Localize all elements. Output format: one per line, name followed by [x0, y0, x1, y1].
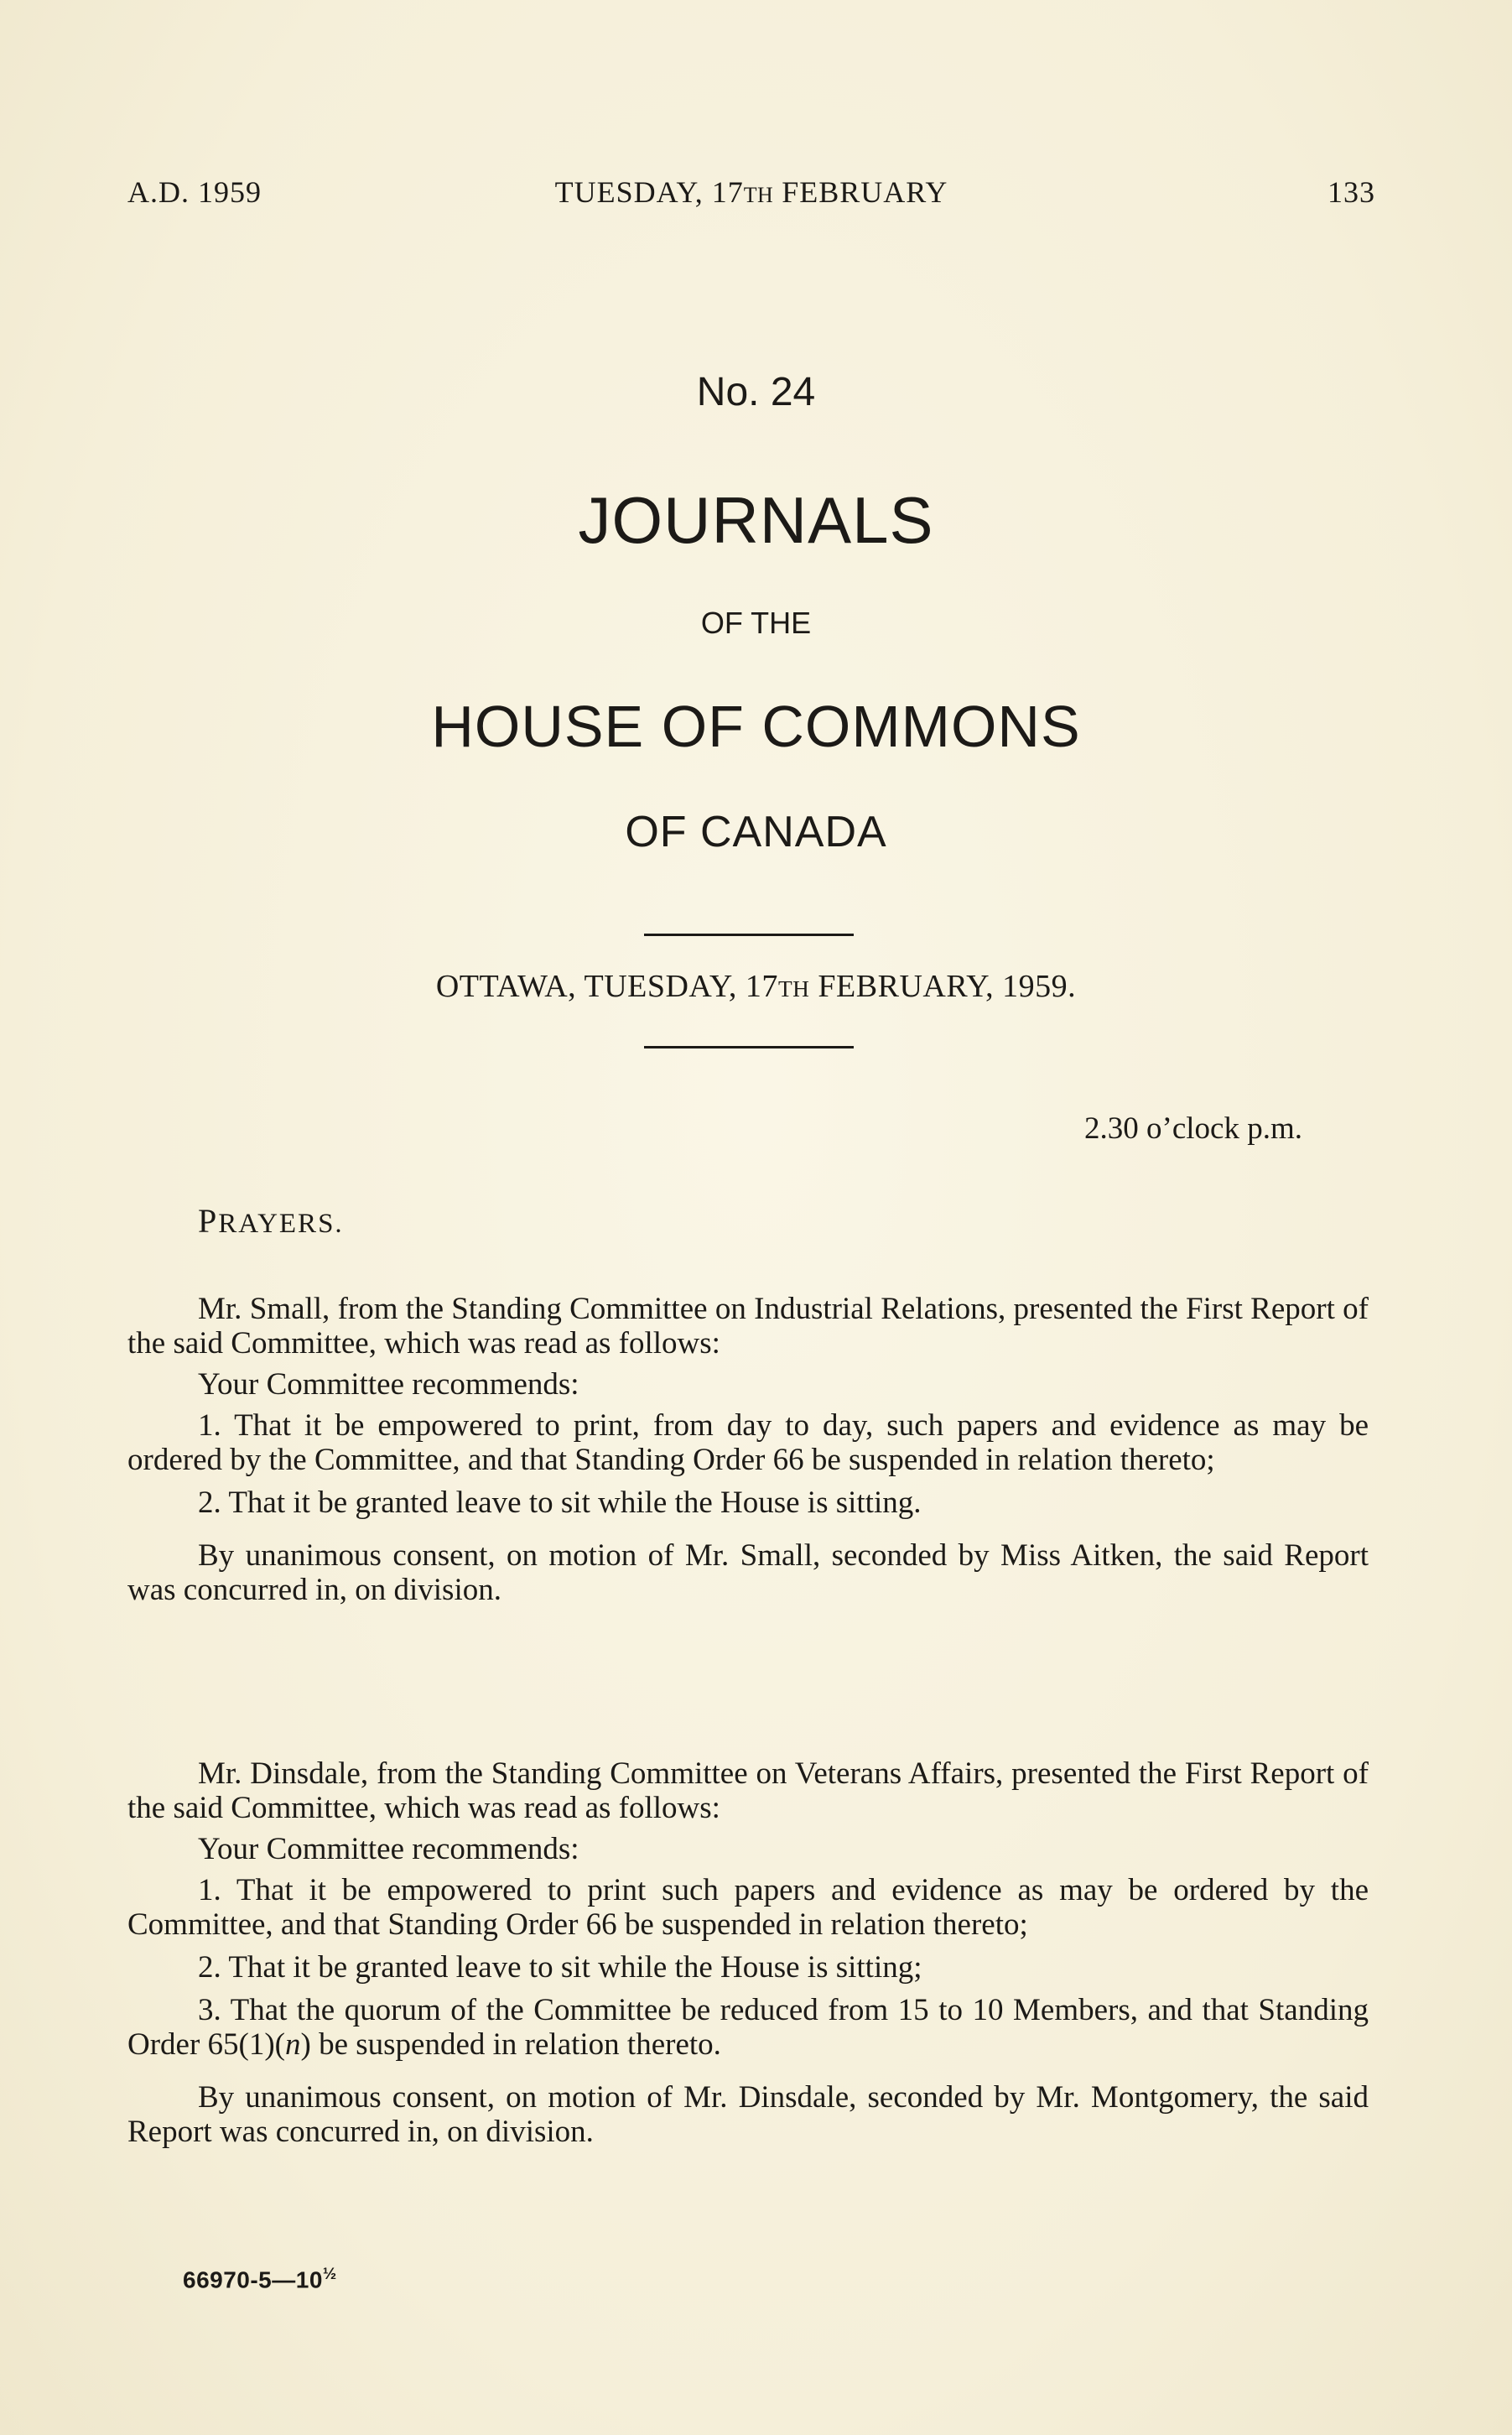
- paragraph: 2. That it be granted leave to sit while the House is sitting.: [198, 1485, 922, 1520]
- sitting-time: 2.30 o’clock p.m.: [1084, 1111, 1302, 1146]
- section-veterans-affairs: [127, 1756, 1369, 2149]
- journal-title: JOURNALS: [578, 483, 934, 557]
- sitting-date-line: [0, 968, 1512, 1005]
- paragraph: Mr. Small, from the Standing Committee on Industrial Relations, presented the First Report of the said Committee, which was read as follows:: [127, 1292, 1369, 1361]
- sitting-date-pre: OTTAWA, TUESDAY, 17: [435, 969, 778, 1004]
- printer-code: [183, 2265, 337, 2293]
- house-title: HOUSE OF COMMONS: [431, 694, 1081, 759]
- printer-code-number: 66970-5—10: [183, 2266, 323, 2293]
- running-head-year: A.D. 1959: [127, 175, 262, 209]
- paragraph: Your Committee recommends:: [198, 1832, 579, 1866]
- prayers-rest: RAYERS.: [218, 1209, 344, 1239]
- paragraph: 2. That it be granted leave to sit while the House is sitting;: [198, 1950, 922, 1985]
- quorum-text-pre: 3. That the quorum of the Committee be reduced from 15 to 10 Members, and that Standing Order 65(1)(: [127, 1993, 1369, 2062]
- prayers-initial: P: [198, 1202, 219, 1240]
- paragraph: By unanimous consent, on motion of Mr. Dinsdale, seconded by Mr. Montgomery, the said Report was concurred in, on division.: [127, 2080, 1369, 2149]
- divider-rule-top: [644, 934, 854, 936]
- running-head-date-pre: TUESDAY, 17: [554, 175, 744, 209]
- paragraph: By unanimous consent, on motion of Mr. Small, seconded by Miss Aitken, the said Report was concurred in, on division.: [127, 1538, 1369, 1607]
- quorum-text-italic: n: [285, 2027, 301, 2062]
- section-industrial-relations: [127, 1292, 1369, 1607]
- of-canada-line: OF CANADA: [625, 808, 887, 856]
- paragraph: [127, 1993, 1369, 2062]
- paragraph: Your Committee recommends:: [198, 1367, 579, 1402]
- divider-rule-bottom: [644, 1046, 854, 1048]
- sitting-date-post: FEBRUARY, 1959.: [809, 969, 1077, 1004]
- page-number: 133: [1328, 175, 1375, 209]
- paragraph: Mr. Dinsdale, from the Standing Committee on Veterans Affairs, presented the First Report of the said Committee, which was read as follows:: [127, 1756, 1369, 1825]
- paragraph: 1. That it be empowered to print, from day to day, such papers and evidence as may be ordered by the Committee, and that Standing Order 66 be suspended in relation thereto;: [127, 1408, 1369, 1477]
- running-head-date: [127, 174, 1375, 210]
- running-head-date-post: FEBRUARY: [773, 175, 948, 209]
- paragraph: 1. That it be empowered to print such papers and evidence as may be ordered by the Committee, and that Standing Order 66 be suspended in relation thereto;: [127, 1873, 1369, 1942]
- prayers-heading: [198, 1201, 344, 1241]
- sitting-date-suffix: TH: [777, 976, 810, 1002]
- printer-code-fraction: ½: [322, 2265, 337, 2283]
- quorum-text-post: ) be suspended in relation thereto.: [300, 2027, 721, 2062]
- journal-number: No. 24: [696, 370, 816, 414]
- of-the-line: OF THE: [700, 606, 812, 640]
- running-head: [127, 174, 1375, 216]
- running-head-date-suffix: TH: [743, 183, 774, 207]
